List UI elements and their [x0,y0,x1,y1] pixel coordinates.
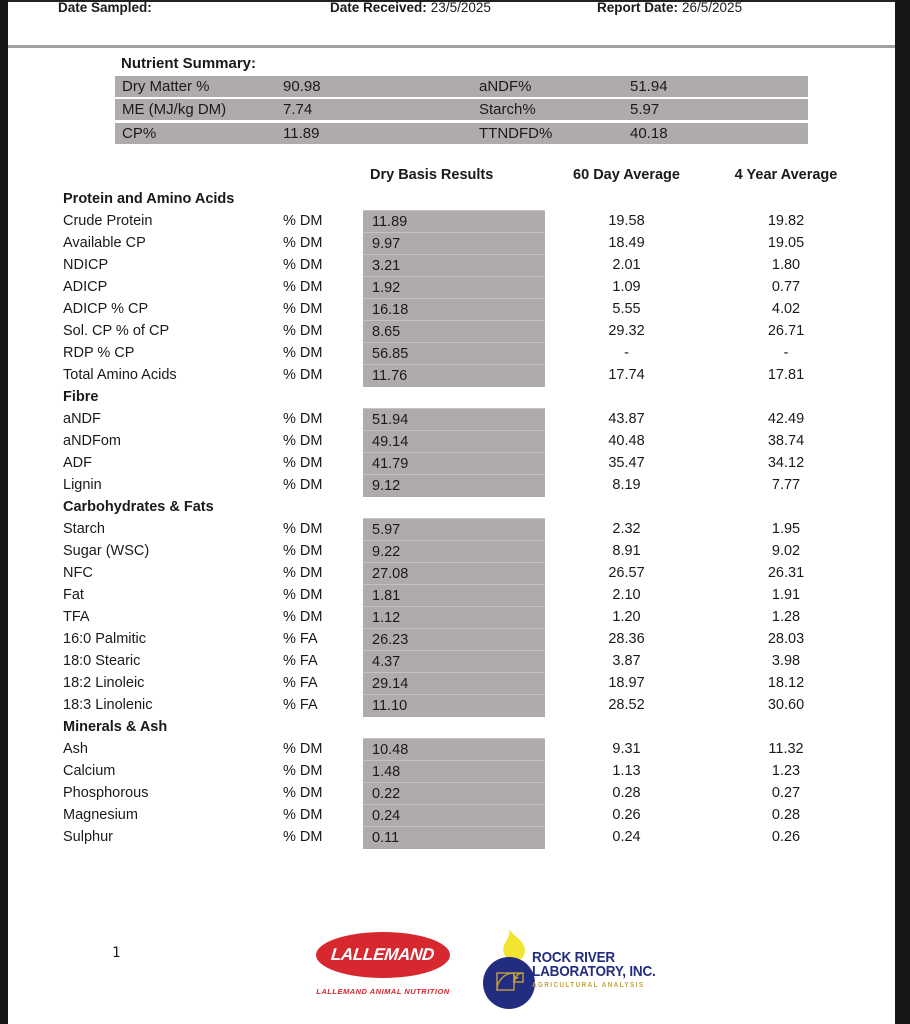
table-row [8,408,894,430]
row-unit: % DM [283,587,323,603]
dry-basis-value: 29.14 [363,672,545,695]
table-row [8,584,894,606]
summary-row [115,76,808,99]
avg-60-day-value: 18.97 [608,675,645,691]
row-unit: % DM [283,323,323,339]
table-row [8,298,894,320]
avg-60-day-value: 17.74 [608,367,645,383]
avg-60-day-value: 8.91 [612,543,641,559]
summary-label: TTNDFD% [479,125,553,142]
row-unit: % DM [283,213,323,229]
date-received-value: 23/5/2025 [430,0,491,15]
avg-60-day-value: 0.26 [612,807,641,823]
photo-edge-left [0,0,8,1024]
table-row [8,562,894,584]
row-unit: % DM [283,521,323,537]
row-unit: % DM [283,609,323,625]
table-row [8,518,894,540]
row-label: Sugar (WSC) [63,543,150,559]
row-label: Crude Protein [63,213,153,229]
summary-value: 7.74 [283,101,313,118]
row-label: Sol. CP % of CP [63,323,170,339]
avg-4-year-value: 9.02 [771,543,801,559]
avg-4-year-value: 28.03 [767,631,805,647]
dry-basis-value: 41.79 [363,452,545,475]
avg-4-year-value: 3.98 [771,653,801,669]
avg-4-year-value: - [783,345,789,361]
dry-basis-value: 56.85 [363,342,545,365]
dry-basis-value: 4.37 [363,650,545,673]
avg-4-year-value: 18.12 [767,675,805,691]
avg-4-year-value: 42.49 [767,411,805,427]
lallemand-tagline: LALLEMAND ANIMAL NUTRITION [316,987,450,996]
date-received-field [330,0,491,16]
avg-4-year-value: 19.82 [767,213,805,229]
avg-60-day-value: 2.10 [612,587,641,603]
row-unit: % DM [283,477,323,493]
table-row [8,364,894,386]
rock-river-text [532,951,656,989]
dry-basis-value: 27.08 [363,562,545,585]
row-unit: % FA [283,675,318,691]
avg-60-day-value: 0.28 [612,785,641,801]
avg-60-day-value: 26.57 [608,565,645,581]
section-header-row: Fibre [63,389,99,405]
row-label: ADF [63,455,92,471]
row-unit: % DM [283,235,323,251]
row-unit: % FA [283,653,318,669]
avg-4-year-value: 34.12 [767,455,805,471]
row-label: NFC [63,565,93,581]
rock-river-tagline: AGRICULTURAL ANALYSIS [532,982,645,989]
header-divider-rule [8,45,895,49]
summary-row [115,123,808,144]
table-row [8,210,894,232]
row-unit: % DM [283,279,323,295]
avg-4-year-value: 1.23 [771,763,801,779]
date-received-label: Date Received: [330,0,427,15]
date-sampled-field [58,0,156,16]
avg-60-day-value: 5.55 [612,301,641,317]
row-label: Lignin [63,477,102,493]
row-label: 18:2 Linoleic [63,675,145,691]
table-row [8,254,894,276]
row-unit: % DM [283,785,323,801]
table-row [8,342,894,364]
photo-edge-right [895,0,910,1024]
summary-value: 40.18 [630,125,668,142]
row-label: 16:0 Palmitic [63,631,147,647]
dry-basis-value: 16.18 [363,298,545,321]
row-label: Available CP [63,235,146,251]
table-row [8,672,894,694]
table-row [8,650,894,672]
dry-basis-value: 49.14 [363,430,545,453]
lallemand-logo [316,932,450,996]
row-label: ADICP [63,279,108,295]
avg-4-year-value: 17.81 [767,367,805,383]
avg-4-year-value: 1.91 [771,587,801,603]
avg-60-day-value: 9.31 [612,741,641,757]
summary-value: 5.97 [630,101,660,118]
avg-60-day-value: 3.87 [612,653,641,669]
row-unit: % FA [283,697,318,713]
avg-60-day-value: 18.49 [608,235,645,251]
row-unit: % DM [283,367,323,383]
row-label: Starch [63,521,105,537]
summary-label: CP% [122,125,157,142]
dry-basis-value: 3.21 [363,254,545,277]
column-header-dry-basis: Dry Basis Results [370,167,494,183]
column-header-60-day: 60 Day Average [573,167,680,183]
avg-60-day-value: - [624,345,629,361]
avg-60-day-value: 35.47 [608,455,645,471]
avg-4-year-value: 7.77 [771,477,801,493]
dry-basis-value: 0.22 [363,782,545,805]
row-label: Phosphorous [63,785,149,801]
row-label: Ash [63,741,88,757]
dry-basis-value: 5.97 [363,518,545,541]
table-row [8,738,894,760]
row-unit: % DM [283,345,323,361]
avg-4-year-value: 26.31 [767,565,805,581]
avg-60-day-value: 28.36 [608,631,645,647]
avg-60-day-value: 28.52 [608,697,645,713]
rock-river-logo [482,928,672,1012]
row-unit: % DM [283,411,323,427]
nutrient-summary-title: Nutrient Summary: [121,55,257,72]
row-label: Total Amino Acids [63,367,177,383]
summary-label: Starch% [479,101,536,118]
avg-4-year-value: 0.28 [771,807,801,823]
summary-label: Dry Matter % [122,78,210,95]
avg-4-year-value: 0.27 [771,785,801,801]
dry-basis-value: 9.12 [363,474,545,497]
table-row [8,826,894,848]
dry-basis-value: 10.48 [363,738,545,761]
column-header-4-year: 4 Year Average [734,167,838,183]
table-row [8,276,894,298]
table-row [8,430,894,452]
row-unit: % DM [283,301,323,317]
dry-basis-value: 8.65 [363,320,545,343]
table-row [8,232,894,254]
rock-river-name-line2: LABORATORY, INC. [532,963,656,980]
dry-basis-value: 26.23 [363,628,545,651]
row-label: Sulphur [63,829,113,845]
avg-4-year-value: 19.05 [767,235,805,251]
row-label: aNDF [63,411,101,427]
lallemand-wordmark: LALLEMAND [330,945,436,964]
row-unit: % DM [283,565,323,581]
avg-60-day-value: 19.58 [608,213,645,229]
summary-label: ME (MJ/kg DM) [122,101,227,118]
avg-4-year-value: 38.74 [767,433,805,449]
dry-basis-value: 11.89 [363,210,545,233]
results-table-body [8,188,894,848]
row-unit: % DM [283,763,323,779]
dry-basis-value: 11.76 [363,364,545,387]
dry-basis-value: 9.97 [363,232,545,255]
dry-basis-value: 9.22 [363,540,545,563]
avg-60-day-value: 0.24 [612,829,641,845]
dry-basis-value: 1.12 [363,606,545,629]
table-row [8,694,894,716]
row-label: RDP % CP [63,345,135,361]
table-row [8,606,894,628]
rock-river-name-line1: ROCK RIVER [532,949,615,966]
avg-4-year-value: 0.77 [771,279,801,295]
avg-4-year-value: 11.32 [768,741,804,757]
row-unit: % DM [283,807,323,823]
section-header-row: Protein and Amino Acids [63,191,235,207]
avg-4-year-value: 1.80 [771,257,801,273]
lallemand-oval-icon [316,932,450,978]
row-label: aNDFom [63,433,122,449]
avg-4-year-value: 4.02 [771,301,801,317]
avg-60-day-value: 40.48 [608,433,645,449]
summary-value: 11.89 [283,125,320,142]
avg-60-day-value: 8.19 [612,477,641,493]
row-label: NDICP [63,257,109,273]
avg-60-day-value: 43.87 [608,411,645,427]
avg-60-day-value: 29.32 [608,323,645,339]
row-unit: % DM [283,741,323,757]
row-label: Fat [63,587,84,603]
row-label: 18:0 Stearic [63,653,141,669]
section-header-row: Minerals & Ash [63,719,168,735]
dry-basis-value: 1.81 [363,584,545,607]
table-row [8,320,894,342]
dry-basis-value: 0.24 [363,804,545,827]
avg-60-day-value: 1.20 [612,609,641,625]
report-date-value: 26/5/2025 [682,0,743,15]
avg-4-year-value: 30.60 [767,697,805,713]
summary-label: aNDF% [479,78,532,95]
report-date-label: Report Date: [597,0,679,15]
row-unit: % DM [283,433,323,449]
row-unit: % FA [283,631,318,647]
table-row [8,628,894,650]
results-table [8,162,894,848]
row-unit: % DM [283,829,323,845]
dry-basis-value: 51.94 [363,408,545,431]
row-label: TFA [63,609,90,625]
avg-4-year-value: 1.28 [771,609,801,625]
table-row [8,760,894,782]
row-unit: % DM [283,543,323,559]
row-label: 18:3 Linolenic [63,697,153,713]
avg-4-year-value: 0.26 [771,829,801,845]
table-row [8,540,894,562]
row-label: Magnesium [63,807,138,823]
dry-basis-value: 1.92 [363,276,545,299]
avg-60-day-value: 2.32 [612,521,641,537]
row-label: ADICP % CP [63,301,149,317]
page-number: 1 [112,945,121,961]
table-row [8,474,894,496]
avg-4-year-value: 1.95 [771,521,801,537]
table-row [8,782,894,804]
summary-value: 90.98 [283,78,321,95]
avg-60-day-value: 1.13 [612,763,641,779]
avg-60-day-value: 2.01 [612,257,641,273]
row-unit: % DM [283,257,323,273]
section-header-row: Carbohydrates & Fats [63,499,214,515]
nutrient-summary-table [115,76,808,144]
table-row [8,452,894,474]
summary-row [115,99,808,123]
avg-4-year-value: 26.71 [767,323,805,339]
row-label: Calcium [63,763,116,779]
date-sampled-label: Date Sampled: [58,0,152,15]
report-date-field [597,0,742,16]
dry-basis-value: 11.10 [363,694,545,717]
dry-basis-value: 0.11 [363,826,545,849]
summary-value: 51.94 [630,78,668,95]
row-unit: % DM [283,455,323,471]
table-row [8,804,894,826]
results-table-header-row [8,162,894,188]
avg-60-day-value: 1.09 [612,279,641,295]
dry-basis-value: 1.48 [363,760,545,783]
